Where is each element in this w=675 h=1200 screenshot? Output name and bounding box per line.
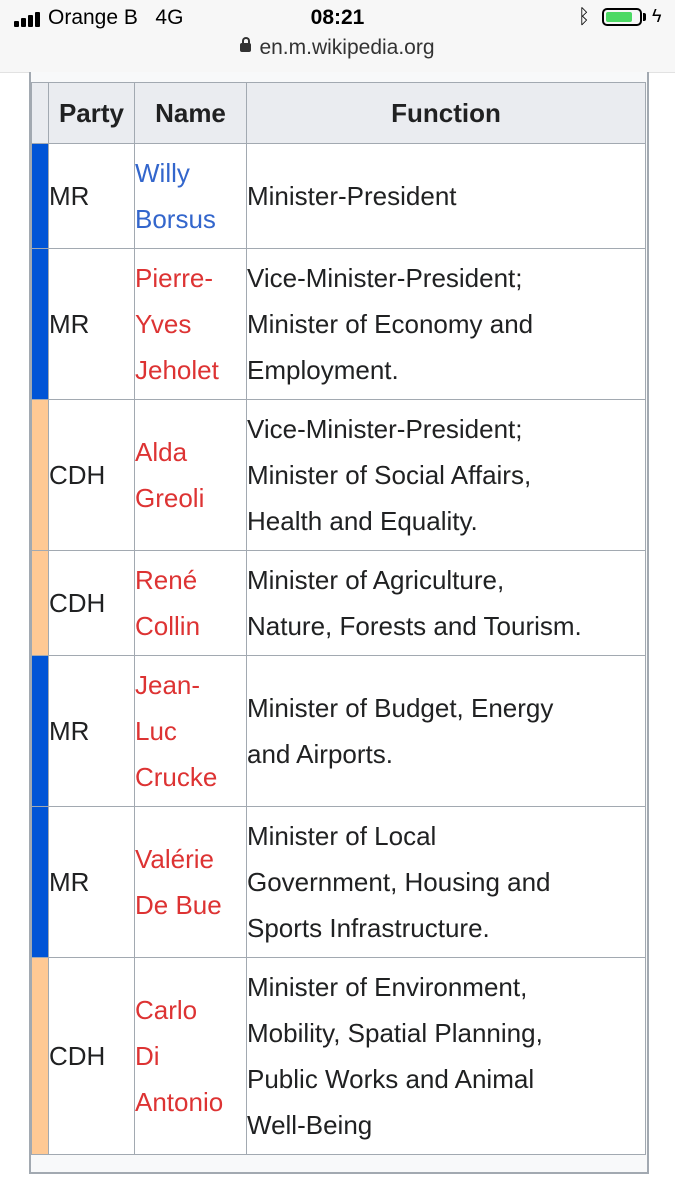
name-line: Collin: [135, 611, 201, 641]
charging-icon: ϟ: [652, 6, 662, 26]
minister-name-link[interactable]: [135, 158, 216, 234]
party-color-swatch: [32, 656, 49, 807]
minister-name-link[interactable]: [135, 263, 219, 385]
party-cell: CDH: [49, 400, 135, 551]
function-line: Minister-President: [247, 181, 457, 211]
name-line: Luc: [135, 716, 177, 746]
function-line: Minister of Economy and: [247, 309, 534, 339]
party-color-swatch: [32, 400, 49, 551]
function-header[interactable]: Function: [247, 83, 646, 144]
function-cell: [247, 656, 646, 807]
function-line: Employment.: [247, 355, 399, 385]
party-cell: MR: [49, 807, 135, 958]
party-cell: MR: [49, 656, 135, 807]
name-cell: [135, 958, 247, 1155]
name-line: De Bue: [135, 890, 222, 920]
table-row: [32, 144, 646, 249]
table-row: [32, 958, 646, 1155]
name-line: Willy: [135, 158, 190, 188]
address-bar[interactable]: [0, 36, 675, 60]
url-text: en.m.wikipedia.org: [259, 36, 435, 59]
name-cell: [135, 807, 247, 958]
function-cell: [247, 958, 646, 1155]
party-cell: MR: [49, 249, 135, 400]
lock-icon: [240, 43, 251, 52]
name-line: Pierre-: [135, 263, 214, 293]
bluetooth-icon: ᛒ: [578, 6, 590, 28]
name-line: Jeholet: [135, 355, 219, 385]
name-line: Crucke: [135, 762, 218, 792]
party-cell: CDH: [49, 551, 135, 656]
color-header: [32, 83, 49, 144]
party-color-swatch: [32, 249, 49, 400]
carrier-label: Orange B 4G: [48, 6, 184, 29]
function-cell: [247, 249, 646, 400]
name-cell: [135, 551, 247, 656]
name-line: Valérie: [135, 844, 215, 874]
name-line: René: [135, 565, 198, 595]
function-line: Minister of Agriculture,: [247, 565, 505, 595]
function-line: Vice-Minister-President;: [247, 414, 523, 444]
battery-icon: [602, 8, 642, 26]
function-line: Well-Being: [247, 1110, 373, 1140]
minister-name-link[interactable]: [135, 844, 222, 920]
name-line: Jean-: [135, 670, 201, 700]
function-line: Government, Housing and: [247, 867, 551, 897]
minister-name-link[interactable]: [135, 670, 217, 792]
government-table: [31, 82, 646, 1155]
function-line: Minister of Environment,: [247, 972, 528, 1002]
name-cell: [135, 249, 247, 400]
name-line: Alda: [135, 437, 188, 467]
name-cell: [135, 400, 247, 551]
party-color-swatch: [32, 551, 49, 656]
function-line: Nature, Forests and Tourism.: [247, 611, 582, 641]
table-row: [32, 807, 646, 958]
function-line: Vice-Minister-President;: [247, 263, 523, 293]
function-line: Minister of Local: [247, 821, 437, 851]
name-cell: [135, 144, 247, 249]
function-line: Minister of Budget, Energy: [247, 693, 554, 723]
party-header[interactable]: Party: [49, 83, 135, 144]
name-header[interactable]: Name: [135, 83, 247, 144]
name-line: Di: [135, 1041, 160, 1071]
function-line: Minister of Social Affairs,: [247, 460, 532, 490]
party-color-swatch: [32, 958, 49, 1155]
party-color-swatch: [32, 144, 49, 249]
battery-tip: [643, 13, 646, 21]
minister-name-link[interactable]: [135, 565, 200, 641]
minister-name-link[interactable]: [135, 995, 223, 1117]
party-cell: CDH: [49, 958, 135, 1155]
minister-name-link[interactable]: [135, 437, 204, 513]
party-color-swatch: [32, 807, 49, 958]
name-cell: [135, 656, 247, 807]
table-row: [32, 400, 646, 551]
function-line: Mobility, Spatial Planning,: [247, 1018, 543, 1048]
name-line: Borsus: [135, 204, 216, 234]
table-header-row: [32, 83, 646, 144]
function-line: Public Works and Animal: [247, 1064, 535, 1094]
name-line: Antonio: [135, 1087, 224, 1117]
clock: 08:21: [310, 6, 365, 29]
table-row: [32, 249, 646, 400]
table-row: [32, 656, 646, 807]
party-cell: MR: [49, 144, 135, 249]
function-line: and Airports.: [247, 739, 393, 769]
status-bar: [0, 0, 675, 73]
name-line: Yves: [135, 309, 192, 339]
function-line: Sports Infrastructure.: [247, 913, 490, 943]
function-cell: [247, 400, 646, 551]
function-cell: [247, 807, 646, 958]
table-row: [32, 551, 646, 656]
name-line: Carlo: [135, 995, 198, 1025]
name-line: Greoli: [135, 483, 205, 513]
function-line: Health and Equality.: [247, 506, 478, 536]
function-cell: [247, 551, 646, 656]
function-cell: [247, 144, 646, 249]
